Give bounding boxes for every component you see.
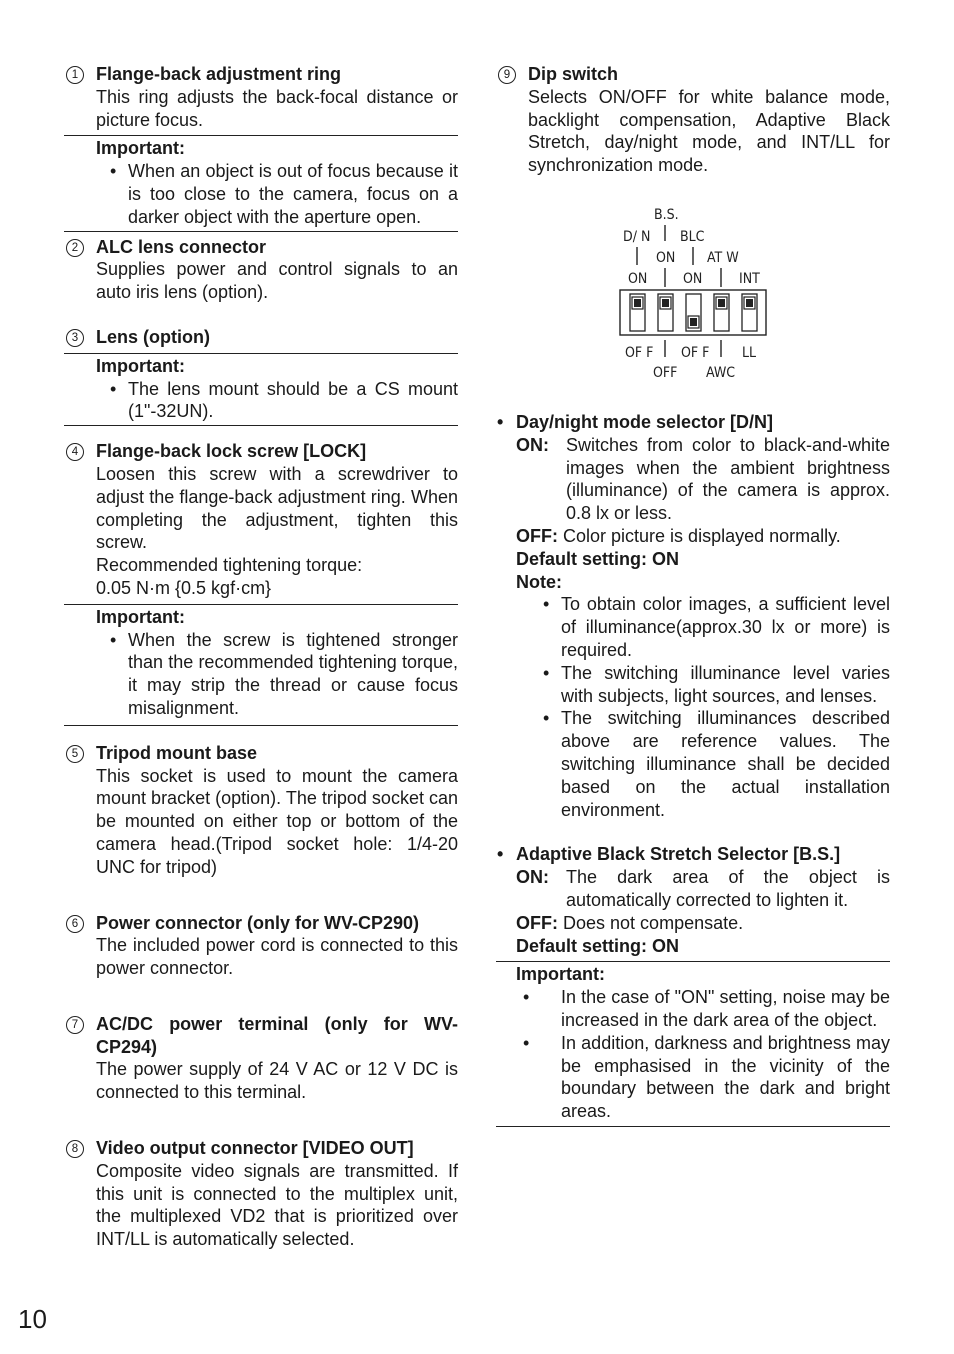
section-title: AC/DC power terminal (only for WV-CP294)	[96, 1013, 458, 1057]
note-item: • To obtain color images, a sufficient level of illuminance(approx.30 lx or more) is required.	[516, 593, 890, 661]
bullet-item: • The lens mount should be a CS mount (1"-32UN).	[64, 378, 458, 424]
on-text: The dark area of the object is automatically corrected to lighten it.	[566, 867, 890, 910]
dip-label-bs: B.S.	[654, 207, 679, 223]
dip-switch-diagram	[496, 195, 890, 390]
on-definition	[516, 434, 890, 525]
day-night-selector	[496, 411, 890, 821]
on-key: ON:	[516, 867, 549, 888]
section-title: Flange-back lock screw [LOCK]	[96, 441, 367, 462]
note-item: • In the case of "ON" setting, noise may be increased in the dark area of the object.	[496, 986, 890, 1032]
bullet-item: • When an object is out of focus because it is too close to the camera, focus on a darker object with the aperture open.	[64, 160, 458, 228]
dip-switch-svg	[496, 195, 890, 390]
selector-title: Day/night mode selector [D/N]	[516, 411, 774, 432]
on-definition	[516, 866, 890, 912]
dip-label-off: OF F	[681, 345, 710, 361]
dip-label-awc: AWC	[706, 365, 736, 381]
section-body: The included power cord is connected to this power connector.	[96, 935, 458, 979]
section-tripod-mount	[64, 742, 458, 879]
section-body: Supplies power and control signals to an auto iris lens (option).	[96, 259, 458, 303]
note-item: • In addition, darkness and brightness may be emphasised in the vicinity of the boundary between the dark and bright areas.	[496, 1032, 890, 1123]
dip-switch-knob-fill	[718, 299, 725, 307]
item-number: 8	[66, 1140, 84, 1158]
item-number: 3	[66, 329, 84, 347]
note-heading: Note:	[516, 571, 562, 592]
item-number: 7	[66, 1016, 84, 1034]
dip-label-blc: BLC	[680, 229, 705, 245]
important-heading: Important:	[96, 606, 185, 627]
important-heading: Important:	[96, 355, 185, 376]
on-key: ON:	[516, 434, 549, 455]
bullet-item: • When the screw is tightened stronger than the recommended tightening torque, it may strip the thread or cause focus misalignment.	[64, 629, 458, 720]
left-column	[64, 63, 458, 1251]
important-box	[64, 135, 458, 231]
section-video-output	[64, 1137, 458, 1251]
dip-switch-knob-fill	[634, 299, 641, 307]
section-lens	[64, 326, 458, 426]
section-title: ALC lens connector	[96, 236, 267, 257]
dip-label-int: INT	[739, 271, 760, 287]
section-title: Tripod mount base	[96, 742, 258, 763]
black-stretch-selector	[496, 843, 890, 957]
bullet-dot: •	[497, 844, 504, 865]
section-body: The power supply of 24 V AC or 12 V DC is connected to this terminal.	[96, 1059, 458, 1103]
item-number: 4	[66, 443, 84, 461]
dip-label-ll: LL	[742, 345, 757, 361]
dip-label-dn: D/ N	[623, 229, 651, 245]
section-title: Lens (option)	[96, 326, 210, 347]
section-title: Flange-back adjustment ring	[96, 64, 342, 84]
section-lock-screw	[64, 440, 458, 726]
dip-label-atw: AT W	[707, 250, 739, 266]
section-body: Loosen this screw with a screwdriver to adjust the flange-back adjustment ring. When completing the adjustment, tighten this screw.	[96, 463, 458, 553]
section-dip-switch	[496, 63, 890, 177]
dip-switch-knob-fill	[662, 299, 669, 307]
off-key: OFF:	[516, 912, 558, 933]
important-box	[64, 604, 458, 726]
item-number: 5	[66, 745, 84, 763]
section-alc-connector	[64, 236, 458, 304]
section-body: This socket is used to mount the camera mount bracket (option). The tripod socket can be mounted on either top or bottom of the camera head.(Tripod socket hole: 1/4-20 UNC for tripod)	[96, 765, 458, 877]
item-number: 9	[498, 66, 516, 84]
important-box	[64, 353, 458, 426]
torque-value: 0.05 N·m {0.5 kgf·cm}	[96, 577, 272, 598]
section-title: Power connector (only for WV-CP290)	[96, 912, 420, 933]
section-flange-back-ring	[64, 63, 458, 232]
item-number: 2	[66, 239, 84, 257]
section-body: This ring adjusts the back-focal distance or picture focus.	[96, 86, 458, 130]
section-acdc-terminal	[64, 1013, 458, 1104]
torque-label: Recommended tightening torque:	[96, 555, 363, 576]
dip-label-off: OF F	[625, 345, 654, 361]
important-box	[496, 961, 890, 1127]
dip-label-on: ON	[656, 250, 676, 266]
off-text: Does not compensate.	[563, 912, 744, 933]
on-text: Switches from color to black-and-white images when the ambient brightness (illuminance) of the camera is approx. 0.8 lx or less.	[566, 434, 890, 524]
section-title: Dip switch	[528, 64, 619, 84]
note-item: • The switching illuminances described above are reference values. The switching illuminance shall be decided based on the actual installation environment.	[516, 707, 890, 821]
section-power-connector	[64, 912, 458, 980]
section-body: Selects ON/OFF for white balance mode, backlight compensation, Adaptive Black Stretch, day/night mode, and INT/LL for synchronization mode.	[528, 86, 890, 176]
dip-label-off: OFF	[653, 365, 678, 381]
off-definition	[516, 525, 890, 548]
off-definition	[516, 912, 890, 935]
dip-switch-knob-fill	[746, 299, 753, 307]
bullet-dot: •	[497, 411, 504, 432]
off-text: Color picture is displayed normally.	[563, 525, 841, 546]
page-number: 10	[18, 1304, 47, 1334]
important-heading: Important:	[516, 964, 605, 985]
section-title: Video output connector [VIDEO OUT]	[96, 1138, 414, 1159]
item-number: 1	[66, 66, 84, 84]
default-setting: Default setting: ON	[516, 548, 680, 569]
note-item: • The switching illuminance level varies with subjects, light sources, and lenses.	[516, 662, 890, 708]
default-setting: Default setting: ON	[516, 935, 680, 956]
selector-title: Adaptive Black Stretch Selector [B.S.]	[516, 844, 841, 865]
section-body: Composite video signals are transmitted. If this unit is connected to the multiplex unit, the multiplexed VD2 that is prioritized over INT/LL is automatically selected.	[96, 1160, 458, 1250]
item-number: 6	[66, 915, 84, 933]
dip-label-on: ON	[628, 271, 648, 287]
important-heading: Important:	[96, 138, 185, 159]
dip-label-on: ON	[683, 271, 703, 287]
dip-switch-knob-fill	[690, 318, 697, 326]
off-key: OFF:	[516, 525, 558, 546]
